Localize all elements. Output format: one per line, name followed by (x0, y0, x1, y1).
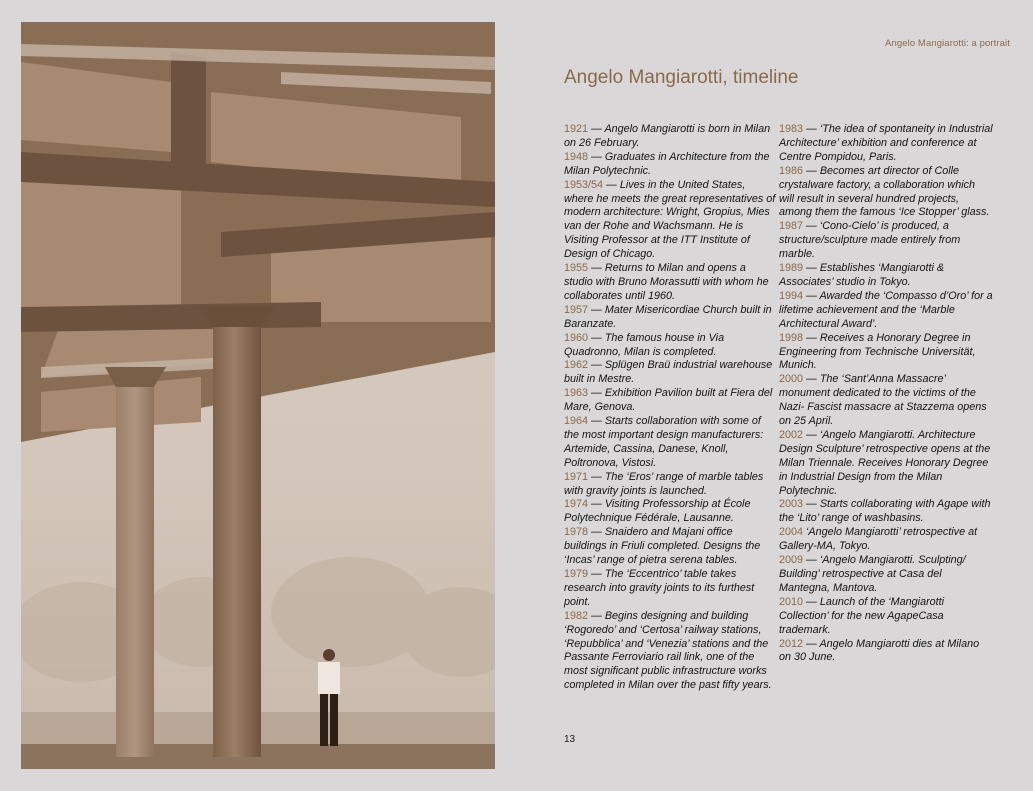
timeline-text: Exhibition Pavilion built at Fiera del Mare, Genova. (564, 387, 773, 414)
timeline-column-right (779, 123, 993, 665)
timeline-text: Awarded the ‘Compasso d’Oro’ for a lifetime achievement and the ‘Marble Architectural Award’. (779, 289, 993, 330)
timeline-year: 1957 (564, 303, 589, 316)
timeline-text: Becomes art director of Colle crystalware factory, a collaboration which will result in several hundred projects, among them the famous ‘Ice Stopper’ glass. (779, 164, 990, 219)
timeline-year: 1948 (564, 150, 589, 163)
timeline-entry: 1989 — Establishes ‘Mangiarotti & Associates’ studio in Tokyo. (779, 262, 945, 288)
timeline-year: 2012 (779, 637, 804, 650)
timeline-text: Starts collaboration with some of the most important design manufacturers: Artemide, Cassina, Danese, Knoll, Poltronova, Vistosi. (564, 415, 764, 469)
timeline-year: 2003 (779, 498, 804, 511)
timeline-text: Returns to Milan and opens a studio with Bruno Morassutti with whom he collaborates until 1960. (564, 262, 769, 302)
timeline-year: 1921 (564, 123, 589, 135)
timeline-year: 1987 (779, 220, 804, 233)
timeline-entry: 1983 — ‘The idea of spontaneity in Industrial Architecture’ exhibition and conference at Centre Pompidou, Paris. (779, 123, 993, 163)
timeline-year: 1986 (779, 164, 804, 177)
timeline-text: The famous house in Via Quadronno, Milan is completed. (564, 331, 725, 358)
timeline-entry: 2010 — Launch of the ‘Mangiarotti Collection’ for the new AgapeCasa trademark. (779, 595, 945, 636)
timeline-year: 1983 (779, 123, 804, 135)
timeline-entry: 1974 — Visiting Professorship at École Polytechnique Fédérale, Lausanne. (564, 498, 751, 525)
timeline-entry: 1986 — Becomes art director of Colle crystalware factory, a collaboration which will result in several hundred projects, among them the famous ‘Ice Stopper’ glass. (779, 164, 990, 219)
timeline-column-left (564, 123, 776, 693)
timeline-year: 2000 (779, 373, 804, 386)
timeline-entry: 1979 — The ‘Eccentrico’ table takes research into gravity joints to its furthest point. (564, 568, 755, 608)
timeline-text: Starts collaborating with Agape with the ‘Lito’ range of washbasins. (779, 498, 991, 525)
timeline-text: ‘The idea of spontaneity in Industrial Architecture’ exhibition and conference at Centre Pompidou, Paris. (779, 123, 993, 163)
architecture-photo (21, 22, 495, 769)
timeline-text: Mater Misericordiae Church built in Baranzate. (564, 303, 772, 330)
running-head: Angelo Mangiarotti: a portrait (885, 38, 1010, 49)
page-title: Angelo Mangiarotti, timeline (564, 67, 799, 88)
timeline-year: 1955 (564, 262, 589, 275)
timeline-year: 1964 (564, 415, 589, 428)
timeline-entry: 1982 — Begins designing and building ‘Rogoredo’ and ‘Certosa’ railway stations, ‘Repubblica’ and ‘Venezia’ stations and the Passante Ferroviario rail link, one of the most significant public infrastructure works completed in Milan over the past fifty years. (564, 609, 772, 692)
timeline-year: 1962 (564, 359, 589, 372)
page-number: 13 (564, 734, 576, 745)
timeline-text: Lives in the United States, where he meets the great representatives of modern architecture: Wright, Gropius, Mies van der Rohe and Wachsmann. He is Visiting Professor at the ITT Institute of Design of Chicago. (564, 178, 776, 261)
timeline-entry: 1971 — The ‘Eros’ range of marble tables with gravity joints is launched. (564, 470, 764, 497)
timeline-year: 1971 (564, 470, 589, 483)
timeline-text: Snaidero and Majani office buildings in Friuli completed. Designs the ‘Incas’ range of pietra serena tables. (564, 526, 761, 567)
timeline-entry: 2002 — ‘Angelo Mangiarotti. Architecture Design Sculpture’ retrospective opens at the Milan Triennale. Receives Honorary Degree in Industrial Design from the Milan Polytechnic. (779, 428, 991, 497)
timeline-year: 2004 (779, 526, 804, 539)
timeline-text: Splügen Braü industrial warehouse built in Mestre. (564, 359, 773, 386)
timeline-year: 1998 (779, 331, 804, 344)
timeline-year: 1974 (564, 498, 589, 511)
timeline-text: Establishes ‘Mangiarotti & Associates’ studio in Tokyo. (779, 262, 945, 288)
timeline-entry: 1964 — Starts collaboration with some of the most important design manufacturers: Artemide, Cassina, Danese, Knoll, Poltronova, Vistosi. (564, 415, 764, 469)
timeline-entry: 1955 — Returns to Milan and opens a studio with Bruno Morassutti with whom he collaborates until 1960. (564, 262, 769, 302)
timeline-text: ‘Cono-Cielo’ is produced, a structure/sculpture made entirely from marble. (779, 220, 961, 261)
timeline-text: ‘Angelo Mangiarotti. Architecture Design Sculpture’ retrospective opens at the Milan Triennale. Receives Honorary Degree in Industrial Design from the Milan Polytechnic. (779, 428, 991, 497)
timeline-text: The ‘Sant’Anna Massacre’ monument dedicated to the victims of the Nazi- Fascist massacre at Stazzema opens on 25 April. (779, 373, 987, 428)
timeline-year: 2010 (779, 595, 804, 608)
timeline-year: 2009 (779, 554, 804, 567)
timeline-text: Graduates in Architecture from the Milan Polytechnic. (564, 150, 770, 177)
timeline-entry: 1998 — Receives a Honorary Degree in Engineering from Technische Universität, Munich. (779, 331, 976, 372)
timeline-entry: 2000 — The ‘Sant’Anna Massacre’ monument dedicated to the victims of the Nazi- Fascist massacre at Stazzema opens on 25 April. (779, 373, 987, 428)
timeline-text: ‘Angelo Mangiarotti. Sculpting/ Building’ retrospective at Casa del Mantegna, Mantova. (779, 554, 966, 594)
timeline-text: Receives a Honorary Degree in Engineering from Technische Universität, Munich. (779, 331, 976, 372)
timeline-year: 1989 (779, 262, 804, 275)
timeline-text: The ‘Eros’ range of marble tables with gravity joints is launched. (564, 470, 764, 497)
timeline-entry: 1953/54 — Lives in the United States, where he meets the great representatives of modern architecture: Wright, Gropius, Mies van der Rohe and Wachsmann. He is Visiting Professor at the ITT Institute of Design of Chicago. (564, 178, 776, 261)
timeline-year: 1978 (564, 526, 589, 539)
timeline-year: 1963 (564, 387, 589, 400)
timeline-year: 1982 (564, 609, 589, 622)
timeline-entry (779, 526, 993, 554)
timeline-text: Angelo Mangiarotti dies at Milano on 30 June. (779, 637, 980, 664)
timeline-text: Begins designing and building ‘Rogoredo’ and ‘Certosa’ railway stations, ‘Repubblica’ and ‘Venezia’ stations and the Passante Ferroviario rail link, one of the most significant public infrastructure works completed in Milan over the past fifty years. (564, 609, 772, 692)
timeline-text: Angelo Mangiarotti is born in Milan on 26 February. (564, 123, 771, 149)
timeline-entry: 1963 — Exhibition Pavilion built at Fiera del Mare, Genova. (564, 387, 773, 414)
timeline-year: 2002 (779, 428, 804, 441)
timeline-entry: 1962 — Splügen Braü industrial warehouse built in Mestre. (564, 359, 773, 386)
timeline-entry: 1957 — Mater Misericordiae Church built in Baranzate. (564, 303, 772, 330)
timeline-entry: 1978 — Snaidero and Majani office buildings in Friuli completed. Designs the ‘Incas’ range of pietra serena tables. (564, 526, 761, 567)
timeline-entry: 1994 — Awarded the ‘Compasso d’Oro’ for a lifetime achievement and the ‘Marble Architectural Award’. (779, 289, 993, 330)
timeline-year: 1953/54 (564, 178, 604, 191)
timeline-entry: 2012 — Angelo Mangiarotti dies at Milano on 30 June. (779, 637, 980, 664)
timeline-year: 1979 (564, 568, 589, 580)
timeline-entry: 1987 — ‘Cono-Cielo’ is produced, a structure/sculpture made entirely from marble. (779, 220, 961, 261)
timeline-entry: 1921 — Angelo Mangiarotti is born in Milan on 26 February. (564, 123, 771, 149)
timeline-text: ‘Angelo Mangiarotti’ retrospective at Gallery-MA, Tokyo. (779, 526, 978, 553)
timeline-year: 1960 (564, 331, 589, 344)
photo-illustration (21, 22, 495, 769)
timeline-entry: 2009 — ‘Angelo Mangiarotti. Sculpting/ Building’ retrospective at Casa del Mantegna, Mantova. (779, 554, 966, 594)
timeline-entry: 1948 — Graduates in Architecture from the Milan Polytechnic. (564, 150, 770, 177)
timeline-text: Visiting Professorship at École Polytechnique Fédérale, Lausanne. (564, 498, 751, 525)
timeline-text: The ‘Eccentrico’ table takes research into gravity joints to its furthest point. (564, 568, 755, 608)
timeline-entry: 2003 — Starts collaborating with Agape with the ‘Lito’ range of washbasins. (779, 498, 991, 525)
timeline-entry: 1960 — The famous house in Via Quadronno, Milan is completed. (564, 331, 725, 358)
timeline-year: 1994 (779, 289, 804, 302)
timeline-text: Launch of the ‘Mangiarotti Collection’ for the new AgapeCasa trademark. (779, 595, 945, 636)
